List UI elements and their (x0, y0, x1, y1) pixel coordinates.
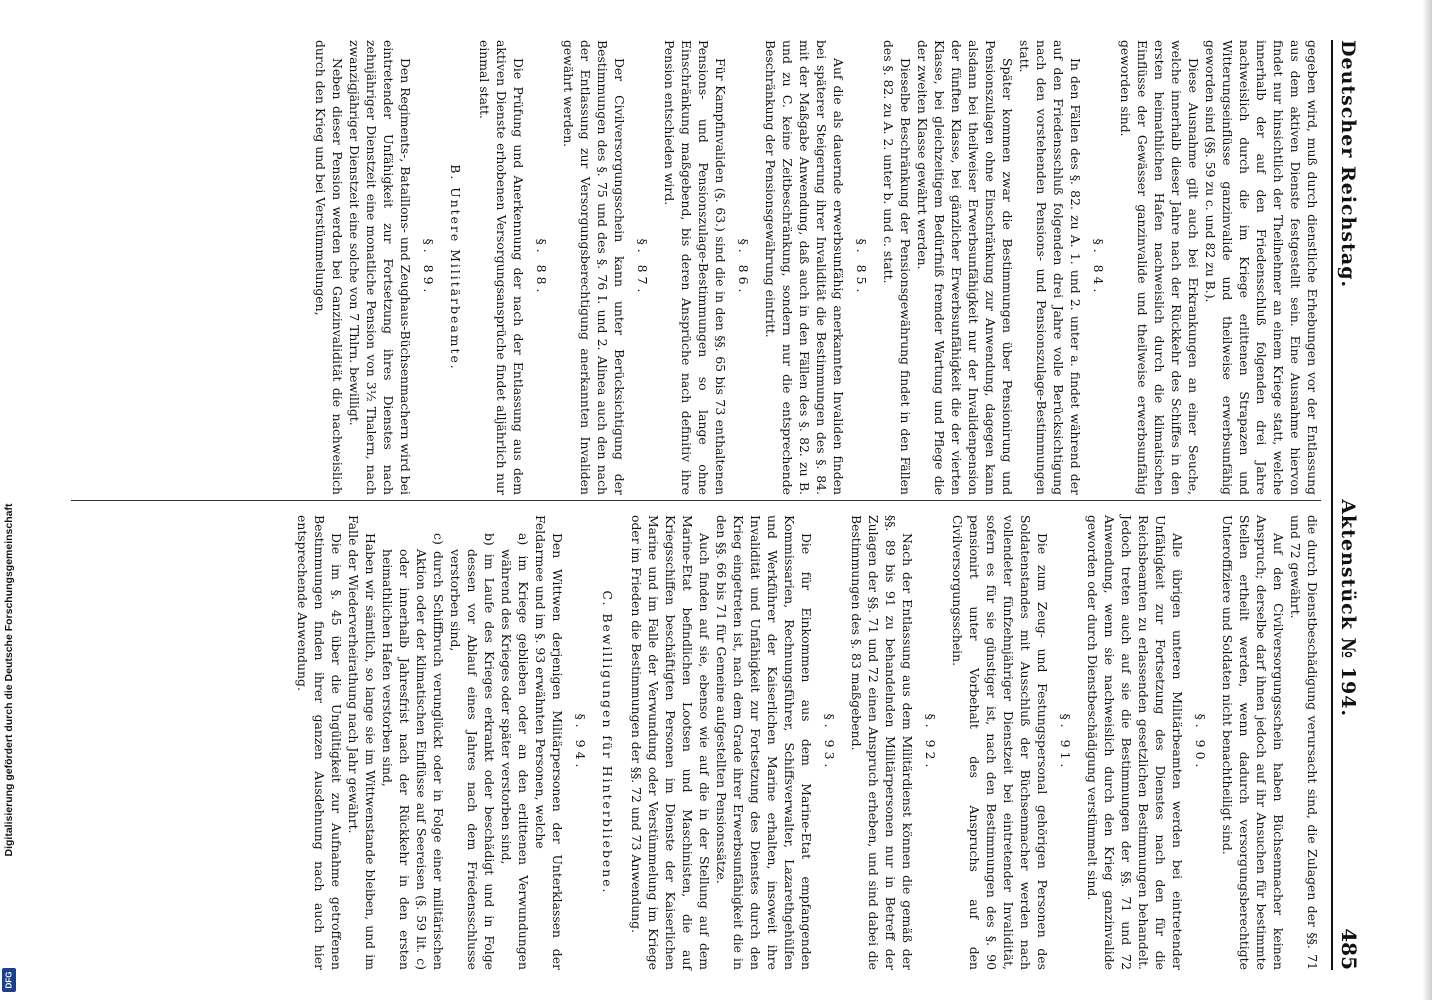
section-number: §. 87. (635, 238, 650, 297)
section-number: §. 94. (573, 713, 588, 772)
list-item: c) durch Schiffbruch verunglückt oder in Folge einer militärischen Aktion oder der klimatischen Einflüsse auf Seereisen (§. 59 lit. c) oder innerhalb Jahresfrist nach der Rückkehr in den ersten heimathlichen Hafen verstorben sind, (380, 533, 446, 970)
paragraph: Die zum Zeug- und Festungspersonal gehörigen Personen des Soldatenstandes mit Ausschluß der Büchsenmacher werden nach vollendeter fünfzehnjähriger Dienstzeit bei eintretender Invalidität, sofern es für sie günstiger ist, nach den Bestimmungen des §. 90 pensionirt unter Vorbehalt des Anspruchs auf den Civilversorgungsschein. (950, 515, 1050, 970)
paragraph: Auch finden auf sie, ebenso wie auf die in der Stellung auf dem Marine-Etat befindlichen Lootsen und Maschinisten, die auf Kriegsschiffen beschäftigten Personen im Dienste der Kaiserlichen Marine und im Falle der Verwundung oder Verstümmelung im Kriege oder im Frieden die Bestimmungen der §§. 72 und 73 Anwendung. (629, 515, 712, 970)
paragraph: Den Wittwen derjenigen Militärpersonen der Unterklassen der Feldarmee und im §. 93 erwähnten Personen, welche (533, 515, 565, 970)
section-heading: C. Bewilligungen für Hinterbliebene. (600, 590, 615, 895)
digitization-note-text: Digitalisierung gefördert durch die Deutsche Forschungsgemeinschaft (3, 503, 15, 857)
list-item: a) im Kriege geblieben oder an den erlittenen Verwundungen während des Krieges oder später verstorben sind, (499, 533, 531, 970)
dfg-logo-text: DFG (4, 971, 14, 989)
digitization-note (0, 360, 18, 1000)
page-header (1331, 40, 1371, 970)
section-number: §. 86. (736, 238, 751, 297)
paragraph: gegeben wird, muß durch dienstliche Erhebungen vor der Entlassung aus dem aktiven Dienste festgestellt sein. Eine Ausnahme hiervon findet nur hinsichtlich der Theilnehmer an einem Kriege statt, welche innerhalb der auf den Friedensschluß folgenden drei Jahre nachweislich durch die im Kriege erlittenen Strapazen und Witterungseinflüsse ganzinvalide und theilweise erwerbsunfähig geworden sind (§§. 59 zu c. und 82 zu B.). (1203, 40, 1320, 495)
paragraph: Später kommen zwar die Bestimmungen über Pensionirung und Pensionszulagen ohne Einschränkung zur Anwendung, dagegen kann alsdann bei theilweiser Erwerbsunfähigkeit nur der Invalidenpension der fünften Klasse, bei gänzlicher Erwerbsunfähigkeit die der vierten Klasse, bei gleichzeitigem Bedürfniß fremder Wartung und Pflege die der zweiten Klasse gewährt werden. (915, 40, 1015, 495)
list-item: b) im Laufe des Krieges erkrankt oder beschädigt und in Folge dessen vor Ablauf eines Jahres nach dem Friedensschlusse verstorben sind, (448, 533, 497, 970)
paragraph: In den Fällen des §. 82. zu A. 1. und 2. unter a. findet während der auf den Friedensschluß folgenden drei Jahre volle Berücksichtigung nach den vorstehenden Pensions- und Pensionszulage-Bestimmungen statt. (1017, 40, 1083, 495)
paragraph: Nach der Entlassung aus dem Militärdienst können die gemäß der §§. 89 bis 91 zu behandelnden Militärpersonen nur in Betreff der Zulagen der §§. 71 und 72 einen Anspruch erheben, und sind dabei die Bestimmungen des §. 83 maßgebend. (849, 515, 915, 970)
column-divider (71, 500, 1321, 501)
right-text-column (294, 515, 1321, 970)
left-text-column (312, 40, 1321, 495)
paragraph: Haben wir sämtlich, so lange sie im Wittwenstande bleiben, und im Falle der Wiederverheirathung nach Jahr gewährt. (346, 515, 378, 970)
section-number: §. 90. (1193, 713, 1208, 772)
page-number: 485 (1337, 928, 1361, 970)
paragraph: Die für Einkommen aus dem Marine-Etat empfangenden Kommissarien, Rechnungsführer, Schiffsverwalter, Lazarethgehülfen und Werkführer der Kaiserlichen Marine erhalten, insoweit ihre Invalidität und Unfähigkeit zur Fortsetzung des Dienstes durch den Krieg eingetreten ist, nach dem Grade ihrer Erwerbsunfähigkeit die in den §§. 66 bis 71 für Gemeine aufgestellten Pensionssätze. (714, 515, 814, 970)
section-number: §. 88. (534, 238, 549, 297)
scanned-page (41, 10, 1391, 990)
section-number: §. 89. (421, 238, 436, 297)
paragraph: Die Prüfung und Anerkennung der nach der Entlassung aus dem aktiven Dienste erhobenen Versorgungsansprüche findet alljährlich nur einmal statt. (477, 40, 526, 495)
paragraph: die durch Dienstbeschädigung verursacht sind, die Zulagen der §§. 71 und 72 gewährt. (1288, 515, 1320, 970)
paragraph: Dieselbe Beschränkung der Pensionsgewährung findet in den Fällen des §. 82. zu A. 2. unter b. und c. statt. (881, 40, 913, 495)
paragraph: Diese Ausnahme gilt auch bei Erkrankungen an einer Seuche, welche innerhalb dieser Jahre nach der Rückkehr des Schiffes in den ersten heimathlichen Hafen nachweislich durch die klimatischen Einflüsse der Gewässer ganzinvalide und theilweise erwerbsunfähig geworden sind. (1118, 40, 1201, 495)
section-number: §. 93. (822, 713, 837, 772)
paragraph: Den Regiments-, Bataillons- und Zeughaus-Büchsenmachern wird bei eintretender Unfähigkeit zur Fortsetzung ihres Dienstes nach zehnjähriger Dienstzeit eine monatliche Pension von 3½ Thalern, nach zwanzigjähriger Dienstzeit eine solche von 7 Thlrn. bewilligt. (347, 40, 413, 495)
section-number: §. 91. (1058, 713, 1073, 772)
scan-edge-shadow (1422, 0, 1432, 1000)
paragraph: Der Civilversorgungsschein kann unter Berücksichtigung der Bestimmungen des §. 75 und des §. 76 I. und 2. Alinea auch den nach der Entlassung zur Versorgungsberechtigung anerkannten Invaliden gewährt werden. (561, 40, 627, 495)
section-number: §. 85. (854, 238, 869, 297)
header-document-number: Aktenstück № 194. (1337, 499, 1359, 718)
paragraph: Auf den Civilversorgungsschein haben Büchsenmacher keinen Anspruch; derselbe darf ihnen jedoch auf ihr Ansuchen für bestimmte Stellen ertheilt werden, wenn dadurch versorgungsberechtigte Unteroffiziere und Soldaten nicht benachtheiligt sind. (1220, 515, 1286, 970)
section-number: §. 84. (1091, 238, 1106, 297)
paragraph: Die im §. 45 über die Ungültigkeit zur Aufnahme getroffenen Bestimmungen finden ihrer ganzen Ausdehnung nach auch hier entsprechende Anwendung. (295, 515, 344, 970)
paragraph: Für Kampfinvaliden (§. 63.) sind die in den §§. 65 bis 73 enthaltenen Pensions- und Pensionszulage-Bestimmungen so lange ohne Einschränkung maßgebend, bis deren Ansprüche nach definitiv ihre Pension entschieden wird. (662, 40, 728, 495)
paragraph: Alle übrigen unteren Militärbeamten werden bei eintretender Unfähigkeit zur Fortsetzung des Dienstes nach den für die Reichsbeamten zu erlassenden gesetzlichen Bestimmungen behandelt. Jedoch treten auch auf sie die Bestimmungen der §§. 71 und 72 Anwendung, wenn sie nachweislich durch den Krieg ganzinvalide geworden oder durch Dienstbeschädigung verstümmelt sind. (1085, 515, 1185, 970)
section-number: §. 92. (923, 713, 938, 772)
paragraph: Auf die als dauernde erwerbsunfähig anerkannten Invaliden finden bei späterer Steigerung ihrer Invalidität die Bestimmungen des §. 84. mit der Maßgabe Anwendung, daß auch in den Fällen des §. 82. zu B. und zu C. keine Zeitbeschränkung, sondern nur die entsprechende Beschränkung der Pensionsgewährung eintritt. (763, 40, 846, 495)
dfg-logo (2, 968, 16, 992)
paragraph: Neben dieser Pension werden bei Ganzinvalidität die nachweislich durch den Krieg und bei Verstümmelungen, (313, 40, 345, 495)
header-publication: Deutscher Reichstag. (1337, 40, 1359, 289)
section-heading: B. Untere Militärbeamte. (448, 164, 463, 371)
enumerated-list (379, 515, 532, 970)
